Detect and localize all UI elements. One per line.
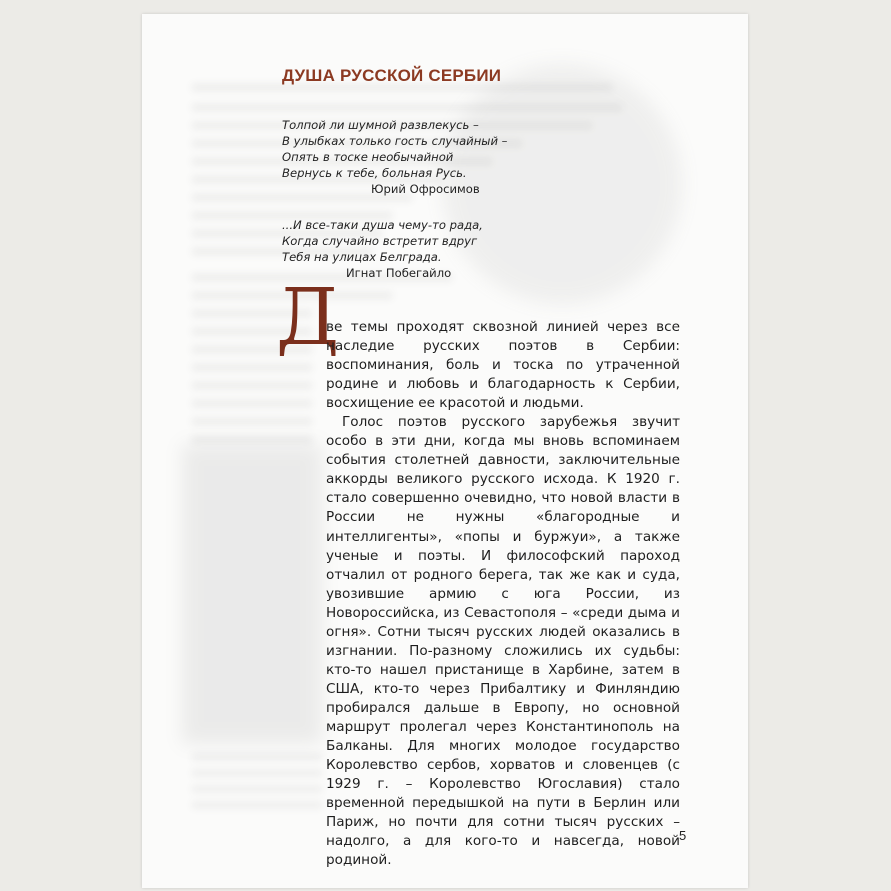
epigraph-2	[282, 217, 483, 281]
epigraph-author: Игнат Побегайло	[346, 266, 452, 280]
epigraph-line: ...И все-таки душа чему-то рада,	[282, 218, 483, 232]
epigraph-line: Тебя на улицах Белграда.	[282, 250, 442, 264]
page-number: 5	[679, 828, 687, 843]
chapter-title: ДУША РУССКОЙ СЕРБИИ	[282, 66, 502, 85]
epigraph-line: Толпой ли шумной развлекусь –	[282, 118, 479, 132]
epigraph-1	[282, 117, 507, 197]
epigraph-line: Вернусь к тебе, больная Русь.	[282, 166, 467, 180]
drop-cap: Д	[276, 273, 340, 363]
epigraph-line: Опять в тоске необычайной	[282, 150, 454, 164]
epigraph-line: Когда случайно встретит вдруг	[282, 234, 478, 248]
epigraph-line: В улыбках только гость случайный –	[282, 134, 508, 148]
epigraph-author: Юрий Офросимов	[371, 182, 480, 196]
paragraph: Голос поэтов русского зарубежья звучит особо в эти дни, когда мы вновь вспоминаем события столетней давности, заключительные аккорды великого русского исхода. К 1920 г. стало совершенно очевидно, что новой власти в России не нужны «благородные и интеллигенты», «попы и буржуи», а также ученые и поэты. И философский пароход отчалил от родного берега, так же как и суда, увозившие армию с юга России, из Новороссийска, из Севастополя – «среди дыма и огня». Сотни тысяч русских людей оказались в изгнании. По-разному сложились их судьбы: кто-то нашел пристанище в Харбине, затем в США, кто-то через Прибалтику и Финляндию пробирался дальше в Европу, но основной маршрут пролегал через Константинополь на Балканы. Для многих молодое государство Королевство сербов, хорватов и словенцев (с 1929 г. – Королевство Югославия) стало временной передышкой на пути в Берлин или Париж, но почти для сотни тысяч русских – надолго, а для кого-то и навсегда, новой родиной.	[326, 414, 680, 869]
book-page	[142, 14, 748, 888]
body-text	[326, 318, 680, 870]
paragraph: ве темы проходят сквозной линией через все наследие русских поэтов в Сербии: воспоминания, боль и тоска по утраченной родине и любовь и благодарность к Сербии, восхищение ее красотой и людьми.	[326, 319, 680, 412]
